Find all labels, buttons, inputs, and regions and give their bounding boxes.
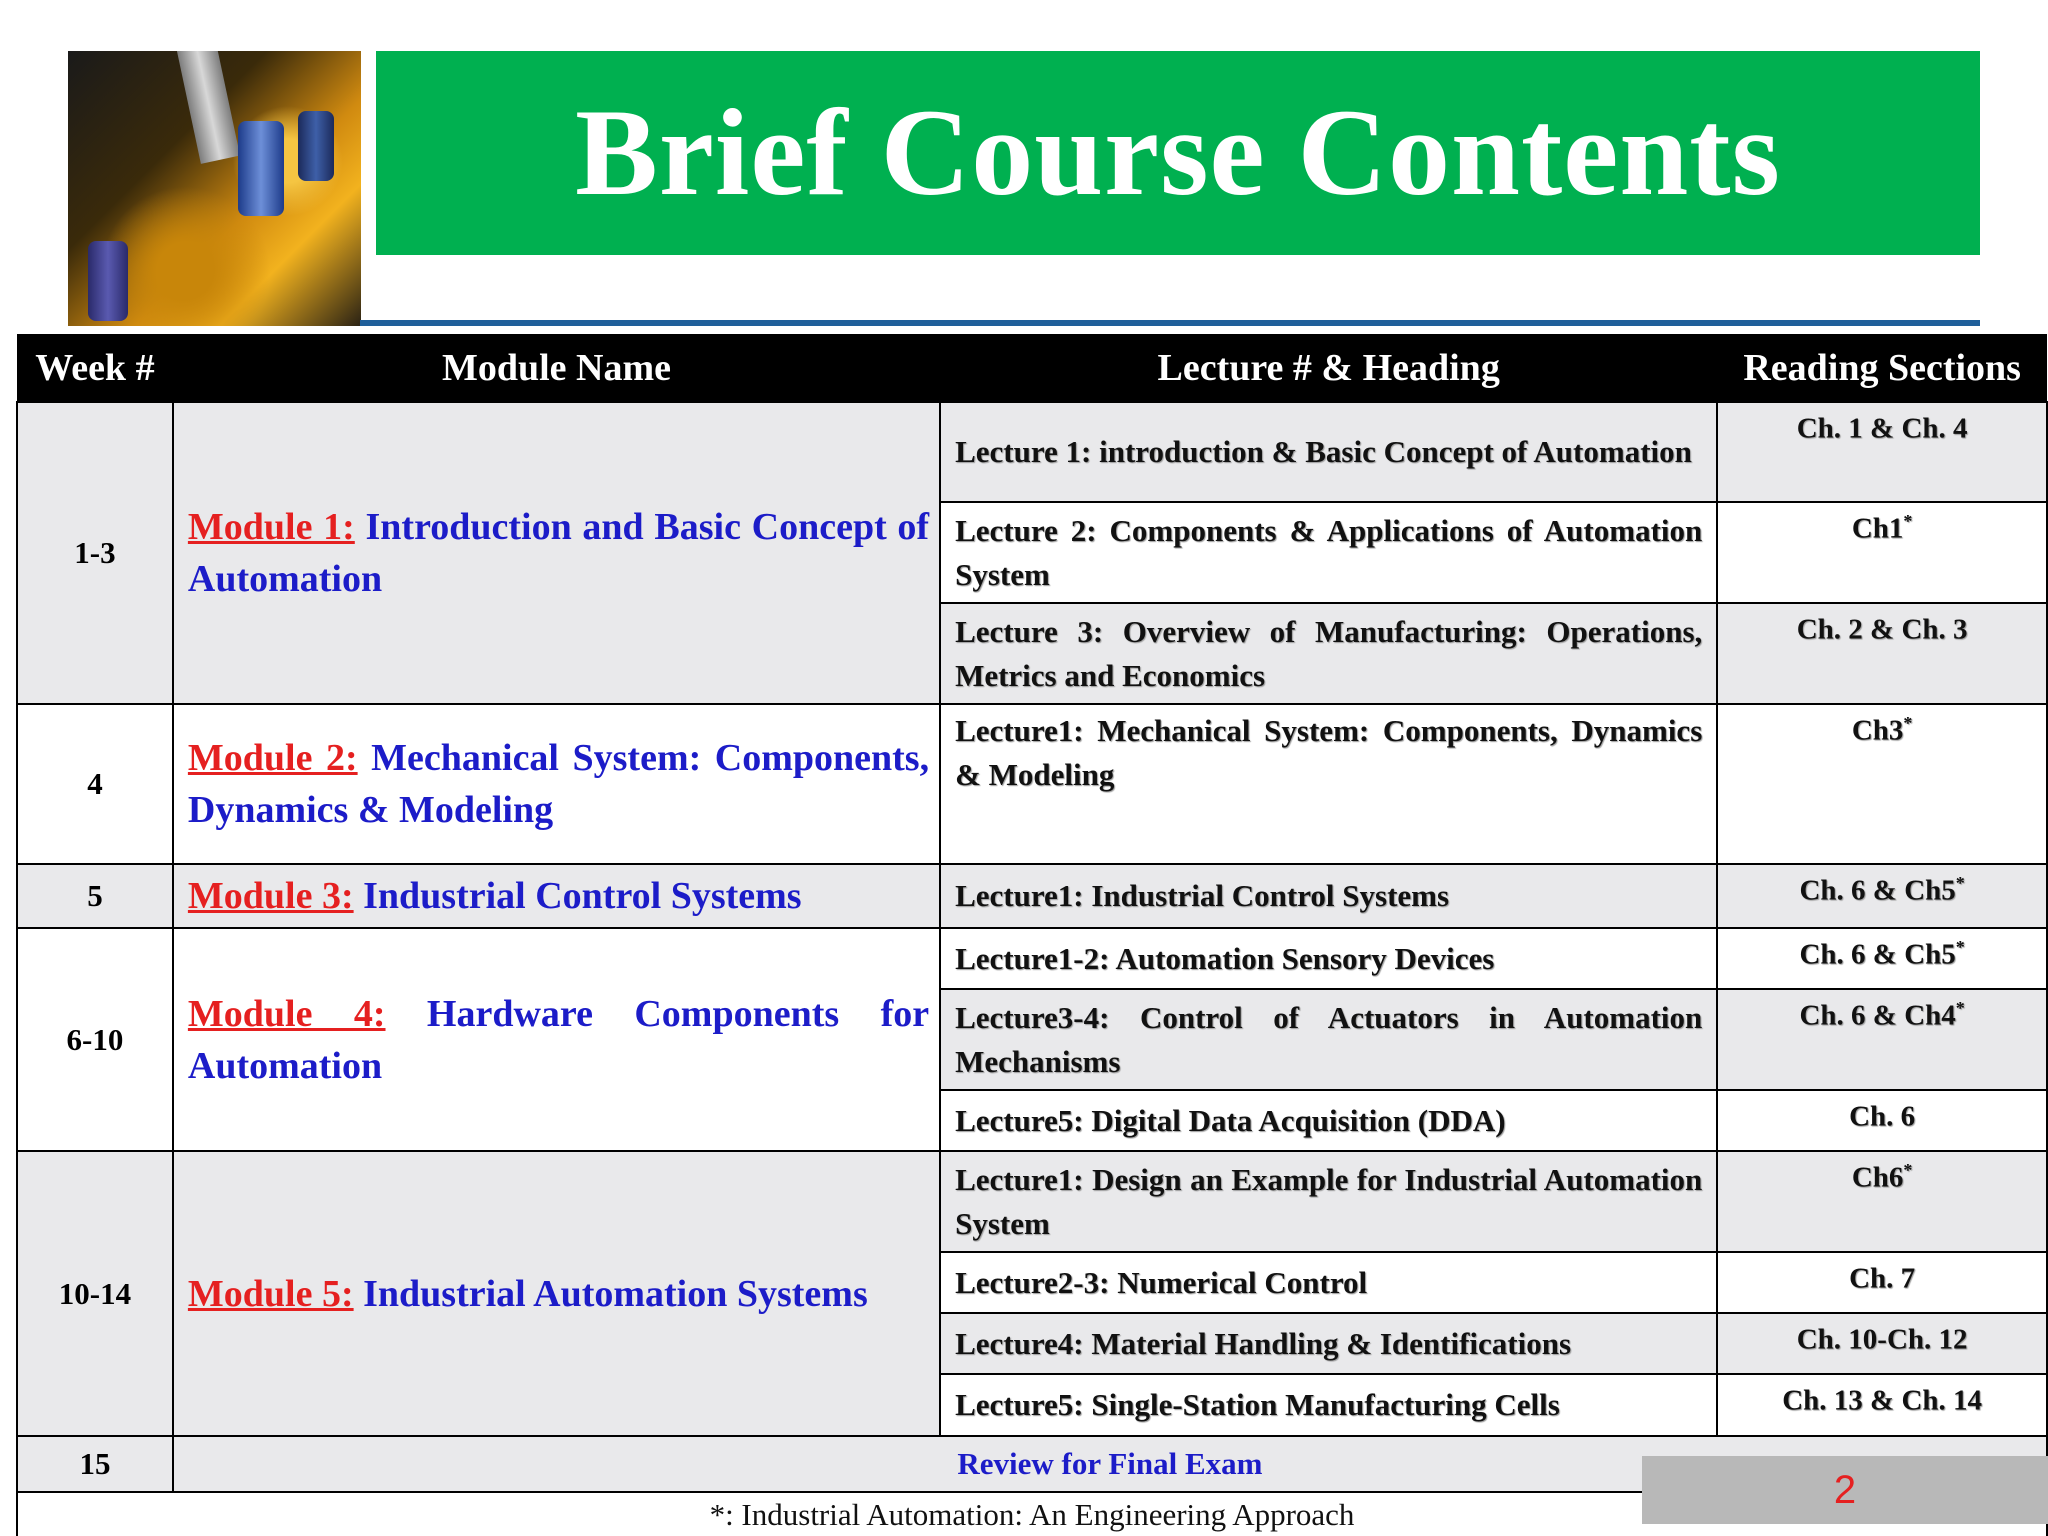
week-cell: 1-3 bbox=[17, 402, 173, 704]
reading-mark: * bbox=[1955, 873, 1965, 893]
lecture-cell: Lecture2-3: Numerical Control bbox=[940, 1252, 1717, 1313]
reading-cell bbox=[1717, 502, 2047, 603]
lecture-cell: Lecture3-4: Control of Actuators in Automation Mechanisms bbox=[940, 989, 1717, 1090]
module-number: Module 5: bbox=[187, 1272, 354, 1315]
header-reading: Reading Sections bbox=[1717, 334, 2047, 402]
table-row bbox=[17, 704, 2047, 864]
lecture-cell: Lecture1: Design an Example for Industrial Automation System bbox=[940, 1151, 1717, 1252]
reading-text: Ch. 6 & Ch5 bbox=[1799, 938, 1956, 971]
reading-mark: * bbox=[1903, 713, 1913, 733]
module-number: Module 4: bbox=[187, 992, 386, 1035]
table-row bbox=[17, 402, 2047, 502]
lecture-cell: Lecture4: Material Handling & Identifications bbox=[940, 1313, 1717, 1374]
lecture-cell: Lecture 3: Overview of Manufacturing: Operations, Metrics and Economics bbox=[940, 603, 1717, 704]
reading-text: Ch6 bbox=[1851, 1161, 1904, 1194]
reading-text: Ch. 1 & Ch. 4 bbox=[1796, 412, 1968, 445]
reading-text: Ch1 bbox=[1851, 512, 1904, 545]
table-row bbox=[17, 928, 2047, 989]
course-table bbox=[16, 334, 2048, 1536]
reading-mark: * bbox=[1903, 511, 1913, 531]
module-cell bbox=[173, 1151, 940, 1436]
capacitor-shape bbox=[298, 111, 334, 181]
review-cell: Review for Final Exam bbox=[173, 1436, 2047, 1492]
lecture-cell: Lecture 1: introduction & Basic Concept of Automation bbox=[940, 402, 1717, 502]
title-underline bbox=[360, 320, 1980, 326]
reading-text: Ch. 10-Ch. 12 bbox=[1796, 1323, 1968, 1356]
module-cell bbox=[173, 864, 940, 928]
reading-mark: * bbox=[1903, 1160, 1913, 1180]
module-number: Module 1: bbox=[187, 506, 355, 548]
reading-text: Ch3 bbox=[1851, 714, 1904, 747]
reading-text: Ch. 7 bbox=[1849, 1262, 1916, 1295]
reading-text: Ch. 13 & Ch. 14 bbox=[1782, 1384, 1983, 1417]
week-cell: 15 bbox=[17, 1436, 173, 1492]
probe-shape bbox=[176, 51, 240, 164]
reading-text: Ch. 6 & Ch4 bbox=[1799, 999, 1956, 1032]
reading-text: Ch. 2 & Ch. 3 bbox=[1796, 613, 1968, 646]
reading-cell bbox=[1717, 989, 2047, 1090]
reading-cell bbox=[1717, 402, 2047, 502]
reading-text: Ch. 6 & Ch5 bbox=[1799, 874, 1956, 907]
lecture-cell: Lecture 2: Components & Applications of Automation System bbox=[940, 502, 1717, 603]
table-row bbox=[17, 1151, 2047, 1252]
circuit-board-photo bbox=[68, 51, 361, 326]
module-name: Industrial Automation Systems bbox=[363, 1272, 868, 1315]
lecture-cell: Lecture1-2: Automation Sensory Devices bbox=[940, 928, 1717, 989]
lecture-cell: Lecture5: Digital Data Acquisition (DDA) bbox=[940, 1090, 1717, 1151]
week-cell: 10-14 bbox=[17, 1151, 173, 1436]
week-cell: 5 bbox=[17, 864, 173, 928]
week-cell: 4 bbox=[17, 704, 173, 864]
module-number: Module 3: bbox=[187, 875, 354, 917]
reading-cell bbox=[1717, 1374, 2047, 1436]
header-row bbox=[17, 334, 2047, 402]
reading-text: Ch. 6 bbox=[1849, 1100, 1916, 1133]
module-cell bbox=[173, 402, 940, 704]
capacitor-shape bbox=[88, 241, 128, 321]
module-name: Industrial Control Systems bbox=[363, 875, 802, 917]
module-cell bbox=[173, 928, 940, 1151]
lecture-cell: Lecture1: Mechanical System: Components, Dynamics & Modeling bbox=[940, 704, 1717, 864]
page-number: 2 bbox=[1642, 1456, 2048, 1524]
capacitor-shape bbox=[238, 121, 284, 216]
lecture-cell: Lecture1: Industrial Control Systems bbox=[940, 864, 1717, 928]
reading-cell bbox=[1717, 1151, 2047, 1252]
reading-cell bbox=[1717, 704, 2047, 864]
reading-mark: * bbox=[1955, 937, 1965, 957]
reading-cell bbox=[1717, 603, 2047, 704]
lecture-cell: Lecture5: Single-Station Manufacturing Cells bbox=[940, 1374, 1717, 1436]
module-name: Mechanical System: Components, Dynamics & Modeling bbox=[187, 737, 930, 831]
reading-cell bbox=[1717, 1090, 2047, 1151]
module-cell bbox=[173, 704, 940, 864]
header-week: Week # bbox=[17, 334, 173, 402]
title-banner bbox=[376, 51, 1980, 255]
module-name: Hardware Components for Automation bbox=[187, 992, 930, 1087]
module-number: Module 2: bbox=[187, 737, 358, 779]
header-lecture: Lecture # & Heading bbox=[940, 334, 1717, 402]
module-name: Introduction and Basic Concept of Automation bbox=[187, 506, 930, 600]
table-row bbox=[17, 864, 2047, 928]
reading-mark: * bbox=[1955, 998, 1965, 1018]
slide-title: Brief Course Contents bbox=[575, 84, 1781, 221]
footnote: *: Industrial Automation: An Engineering Approach bbox=[17, 1492, 2047, 1536]
reading-cell bbox=[1717, 1252, 2047, 1313]
header-module: Module Name bbox=[173, 334, 940, 402]
reading-cell bbox=[1717, 864, 2047, 928]
week-cell: 6-10 bbox=[17, 928, 173, 1151]
reading-cell bbox=[1717, 1313, 2047, 1374]
reading-cell bbox=[1717, 928, 2047, 989]
